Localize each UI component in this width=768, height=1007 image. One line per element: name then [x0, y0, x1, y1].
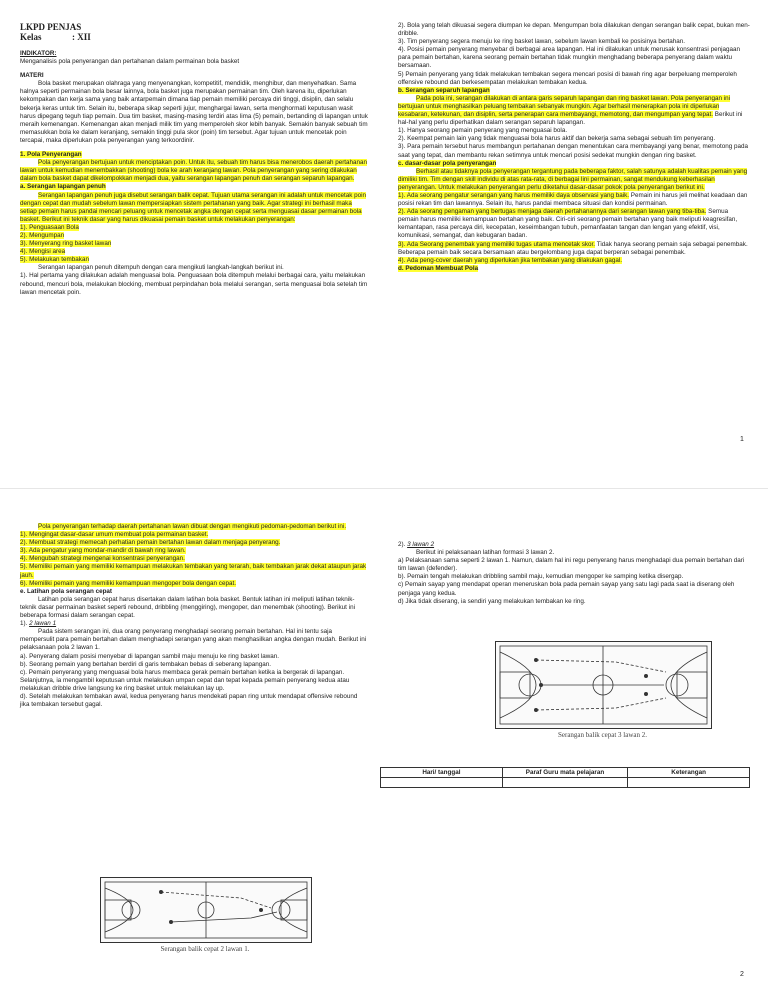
list-item: 1). Penguasaan Bola — [20, 223, 79, 231]
serangan-separuh-paragraph-rest: Berikut ini hal-hal yang perlu diperhatikan dalam serangan separuh lapangan. — [398, 111, 743, 127]
class-value: : XII — [72, 32, 91, 42]
list-item: 3). Para pemain tersebut harus membangun pertahanan dengan menentukan cara membayangi yang benar, memotong pada saat yang tepat, dan membantu rekan setimnya untuk mencari posisi sedekat mungkin dengan ring basket. — [398, 143, 749, 159]
page1-right-column — [398, 22, 750, 273]
dasar-1-rest: Pemain ini harus jeli melihat keadaan dan posisi rekan tim dan lawannya. Selain itu, harus pandai membaca situasi dan kondisi permainan. — [398, 191, 748, 208]
steps-intro: Serangan lapangan penuh ditempuh dengan cara mengikuti langkah-langkah berikut ini. — [38, 264, 284, 272]
latihan-heading: e. Latihan pola serangan cepat — [20, 587, 113, 595]
table-header: Hari/ tanggal — [381, 768, 503, 778]
dasar-3-highlight: 3). Ada Seorang penembak yang memiliki tugas utama mencetak skor. — [398, 240, 596, 248]
class-line — [20, 32, 368, 42]
list-item: 2). Keempat pemain lain yang tidak menguasai bola harus aktif dan bekerja sama sebagai sebuah tim penyerang. — [398, 135, 716, 143]
formation-1-title: 1). 2 lawan 1 — [20, 620, 57, 628]
list-item: 1). Hanya seorang pemain penyerang yang menguasai bola. — [398, 127, 568, 135]
dasar-2-highlight: 2). Ada seorang pengaman yang bertugas menjaga daerah pertahanannya dari serangan lawan yang tiba-tiba. — [398, 208, 707, 216]
court-diagram-3-lawan-2 — [495, 641, 712, 729]
indicator-heading: INDIKATOR: — [20, 50, 57, 57]
list-item: c) Pemain sayap yang mendapat operan meneruskan bola pada pemain sayap yang satu lagi pada saat ia diserang oleh penjaga yang kedua. — [398, 581, 735, 597]
materi-paragraph: Bola basket merupakan olahraga yang menyenangkan, kompetitif, mendidik, menghibur, dan menyehatkan. Sama halnya seperti permainan bola besar lainnya, bola basket juga merupakan permainan tim. Oleh karena itu, diperlukan kekompakan dan kerja sama yang baik antarpemain dimana tiap pemain memiliki percaya diri tinggi, disiplin, dan selalu bekerja keras untuk tim. Selain itu, beberapa sikap seperti jujur, menghargai lawan, serta menghormati keputusan wasit harus dipegang teguh tiap pemain. Dua tim basket, masing-masing terdiri atas lima (5) pemain, bertanding di lapangan untuk meraih kemenangan. Kemenangan akan menjadi milik tim yang memperoleh skor lebih banyak. Semakin banyak sebuah tim memasukkan bola ke dalam keranjang, semakin tinggi pula skor (poin) tim tersebut. Agar tujuan untuk mencetak poin tercapai, maka diperlukan pola penyerangan yang terkoordinir. — [20, 80, 368, 144]
pedoman-pola-heading: d. Pedoman Membuat Pola — [398, 264, 479, 272]
list-item: 5). Melakukan tembakan — [20, 256, 89, 264]
list-item: 2). Mengumpan — [20, 231, 65, 239]
table-cell[interactable] — [381, 778, 503, 788]
document-page-1 — [0, 0, 768, 478]
table-row — [381, 778, 750, 788]
page2-right-column — [398, 541, 750, 606]
page2-left-column — [20, 523, 368, 709]
list-item: b). Seorang pemain yang bertahan berdiri di garis tembakan bebas di seberang lapangan. — [20, 660, 271, 668]
list-item: 4). Mengisi area — [20, 248, 66, 256]
pola-penyerangan-paragraph: Pola penyerangan bertujuan untuk menciptakan poin. Untuk itu, sebuah tim harus bisa menerobos daerah pertahanan lawan untuk kemudian menembakkan (shooting) bola ke arah keranjang lawan. Pola penyerangan yang sering dilakukan dalam bola basket dapat dikelompokkan menjadi dua, yaitu serangan lapangan penuh dan serangan separuh lapangan. — [20, 159, 368, 183]
dasar-1-highlight: 1). Ada seorang pengatur serangan yang harus memiliki daya observasi yang baik. — [398, 191, 630, 199]
table-row — [381, 768, 750, 778]
page-number: 1 — [740, 436, 744, 443]
signature-table — [380, 767, 750, 788]
dasar-pola-heading: c. dasar-dasar pola penyerangan — [398, 159, 497, 167]
list-item: c). Pemain penyerang yang menguasai bola harus membaca gerak pemain bertahan ketika ia bergerak di lapangan. Selanjutnya, ia mengambil keputusan untuk melakukan umpan cepat dan tepat kepada pemain penyerang kedua atau melakukan dribble drive langsung ke ring basket untuk melakukan lay up. — [20, 668, 350, 692]
step-3: 3). Tim penyerang segera menuju ke ring basket lawan, sebelum lawan kembali ke posisinya bertahan. — [398, 38, 686, 46]
materi-heading: MATERI — [20, 72, 44, 80]
dasar-3-rest: Tidak hanya seorang pemain saja sebagai penembak. Beberapa pemain baik secara bersamaan atau bergelombang juga dapat berperan sebagai penembak. — [398, 240, 748, 256]
list-item: 5). Memiliki pemain yang memiliki kemampuan melakukan tembakan yang terarah, baik tembakan jarak dekat ataupun jarak jauh. — [20, 563, 367, 579]
step-1: 1). Hal pertama yang dilakukan adalah menguasai bola. Penguasaan bola ditempuh melalui berbagai cara, yaitu melakukan rebound, mencuri bola, melakukan blocking, membuat perpindahan bola melalui serangan, serta menguasai bola setelah tim lawan mencetak poin. — [20, 272, 368, 296]
list-item: 1). Mengingat dasar-dasar umum membuat pola permainan basket. — [20, 531, 209, 539]
step-2: 2). Bola yang telah dikuasai segera diumpan ke depan. Mengumpan bola dilakukan dengan serangan balik cepat, bukan men-dribble. — [398, 22, 750, 38]
list-item: 4). Mengubah strategi mengenai konsentrasi penyerangan. — [20, 555, 185, 563]
list-item: 3). Ada pengatur yang mondar-mandir di bawah ring lawan. — [20, 547, 186, 555]
list-item: 6). Memiliki pemain yang memiliki kemampuan mengoper bola dengan cepat. — [20, 579, 236, 587]
list-item: 3). Menyerang ring basket lawan — [20, 240, 112, 248]
page1-left-column — [20, 22, 368, 297]
serangan-separuh-lapangan-heading: b. Serangan separuh lapangan — [398, 86, 490, 94]
list-item: d). Setelah melakukan tembakan awal, kedua penyerang harus mendekati papan ring untuk mendapat offensive rebound jika tembakan tersebut gagal. — [20, 692, 358, 709]
table-cell[interactable] — [502, 778, 627, 788]
dasar-pola-paragraph: Berhasil atau tidaknya pola penyerangan tergantung pada beberapa faktor, salah satunya adalah kualitas pemain yang dimiliki tim. Tim dengan skill individu di atas rata-rata, di berbagai lini permainan, sangat mendukung keberhasilan penyerangan. Untuk melakukan penyerangan perlu diketahui dasar-dasar pokok pola penyerangan berikut ini. — [398, 167, 748, 191]
class-label: Kelas — [20, 32, 42, 42]
table-cell[interactable] — [628, 778, 750, 788]
dasar-2-rest: Semua pemain harus memiliki kemampuan bertahan yang baik. Ciri-ciri seorang pemain bertahan yang baik meliputi keagresifan, kemantapan, rasa percaya diri, kecepatan, keseimbangan tubuh, pemanfaatan tangan dan lengan yang efektif, visi, komunikasi, semangat, dan kebugaran badan. — [398, 208, 738, 240]
list-item: 2). Membuat strategi memecah perhatian pemain bertahan lawan dalam menjaga penyerang. — [20, 539, 281, 547]
table-header: Paraf Guru mata pelajaran — [502, 768, 627, 778]
formation-2-intro: Berikut ini pelaksanaan latihan formasi 3 lawan 2. — [416, 549, 555, 557]
pedoman-paragraph: Pola penyerangan terhadap daerah pertahanan lawan dibuat dengan mengikuti pedoman-pedoman berikut ini. — [38, 523, 347, 530]
table-header: Keterangan — [628, 768, 750, 778]
step-4: 4). Posisi pemain penyerang menyebar di berbagai area lapangan. Hal ini dilakukan untuk merusak konsentrasi penjagaan para pemain bertahan, karena seorang pemain bertahan tidak mungkin menghadang beberapa penyerang dalam waktu bersamaan. — [398, 46, 740, 70]
latihan-paragraph: Latihan pola serangan cepat harus disertakan dalam latihan bola basket. Bentuk latihan ini meliputi latihan teknik-teknik dasar permainan basket seperti rebound, dribbling (menggiring), mengoper, dan menembak (shooting). Berikut ini beberapa formasi dalam serangan cepat. — [20, 595, 355, 620]
figure-caption: Serangan balik cepat 2 lawan 1. — [160, 945, 250, 953]
serangan-lapangan-penuh-paragraph: Serangan lapangan penuh juga disebut serangan balik cepat. Tujuan utama serangan ini adalah untuk mencetak poin dengan cepat dan mudah sebelum lawan mempersiapkan sistem pertahanan yang baik. Agar strategi ini berhasil maka setiap pemain harus pandai mencari peluang untuk mencetak angka dengan cepat serta menguasai dasar permainan bola basket. Berikut ini teknik dasar yang harus dikuasai pemain basket untuk melakukan penyerangan: — [20, 191, 367, 223]
step-5: 5) Pemain penyerang yang tidak melakukan tembakan segera mencari posisi di bawah ring agar berpeluang memperoleh offensive rebound dan berkesempatan melakukan tembakan kedua. — [398, 70, 737, 86]
figure-caption: Serangan balik cepat 3 lawan 2. — [557, 731, 648, 739]
formation-1-paragraph: Pada sistem serangan ini, dua orang penyerang menghadapi seorang pemain bertahan. Hal ini tentu saja mempersulit para pemain bertahan dalam menghadapi serangan yang akan menghasilkan angka dengan mudah. Berikut ini pelaksanaan pola 2 lawan 1. — [20, 628, 367, 652]
serangan-lapangan-penuh-heading: a. Serangan lapangan penuh — [20, 183, 106, 191]
page-number: 2 — [740, 971, 744, 978]
list-item: a) Pelaksanaan sama seperti 2 lawan 1. Namun, dalam hal ini regu penyerang harus menghadapi dua pemain bertahan dari tim lawan (defender). — [398, 557, 745, 573]
document-page-2 — [0, 488, 768, 1007]
indicator-text: Menganalisis pola penyerangan dan pertahanan dalam permainan bola basket — [20, 58, 240, 66]
court-diagram-2-lawan-1 — [100, 877, 312, 943]
dasar-4-highlight: 4). Ada peng-cover daerah yang diperlukan jika tembakan yang dilakukan gagal. — [398, 256, 623, 264]
formation-2-title: 2). 3 lawan 2 — [398, 541, 435, 548]
list-item: d) Jika tidak diserang, ia sendiri yang melakukan tembakan ke ring. — [398, 597, 586, 605]
document-title: LKPD PENJAS — [20, 22, 82, 32]
list-item: b). Pemain tengah melakukan dribbling sambil maju, kemudian mengoper ke samping ketika disergap. — [398, 573, 684, 581]
serangan-separuh-paragraph-highlight: Pada pola ini, serangan dilakukan di antara garis separuh lapangan dan ring basket lawan. Pola penyerangan ini bertujuan untuk menghasilkan peluang tembakan sebanyak mungkin. Agar berhasil menerapkan pola ini diperlukan kesabaran, ketekunan, dan disiplin, serta penerapan cara membayangi, memotong, dan mengumpan yang tepat. — [398, 94, 731, 119]
pola-penyerangan-heading: 1. Pola Penyerangan — [20, 151, 82, 159]
list-item: a). Penyerang dalam posisi menyebar di lapangan sambil maju menuju ke ring basket lawan. — [20, 652, 280, 660]
